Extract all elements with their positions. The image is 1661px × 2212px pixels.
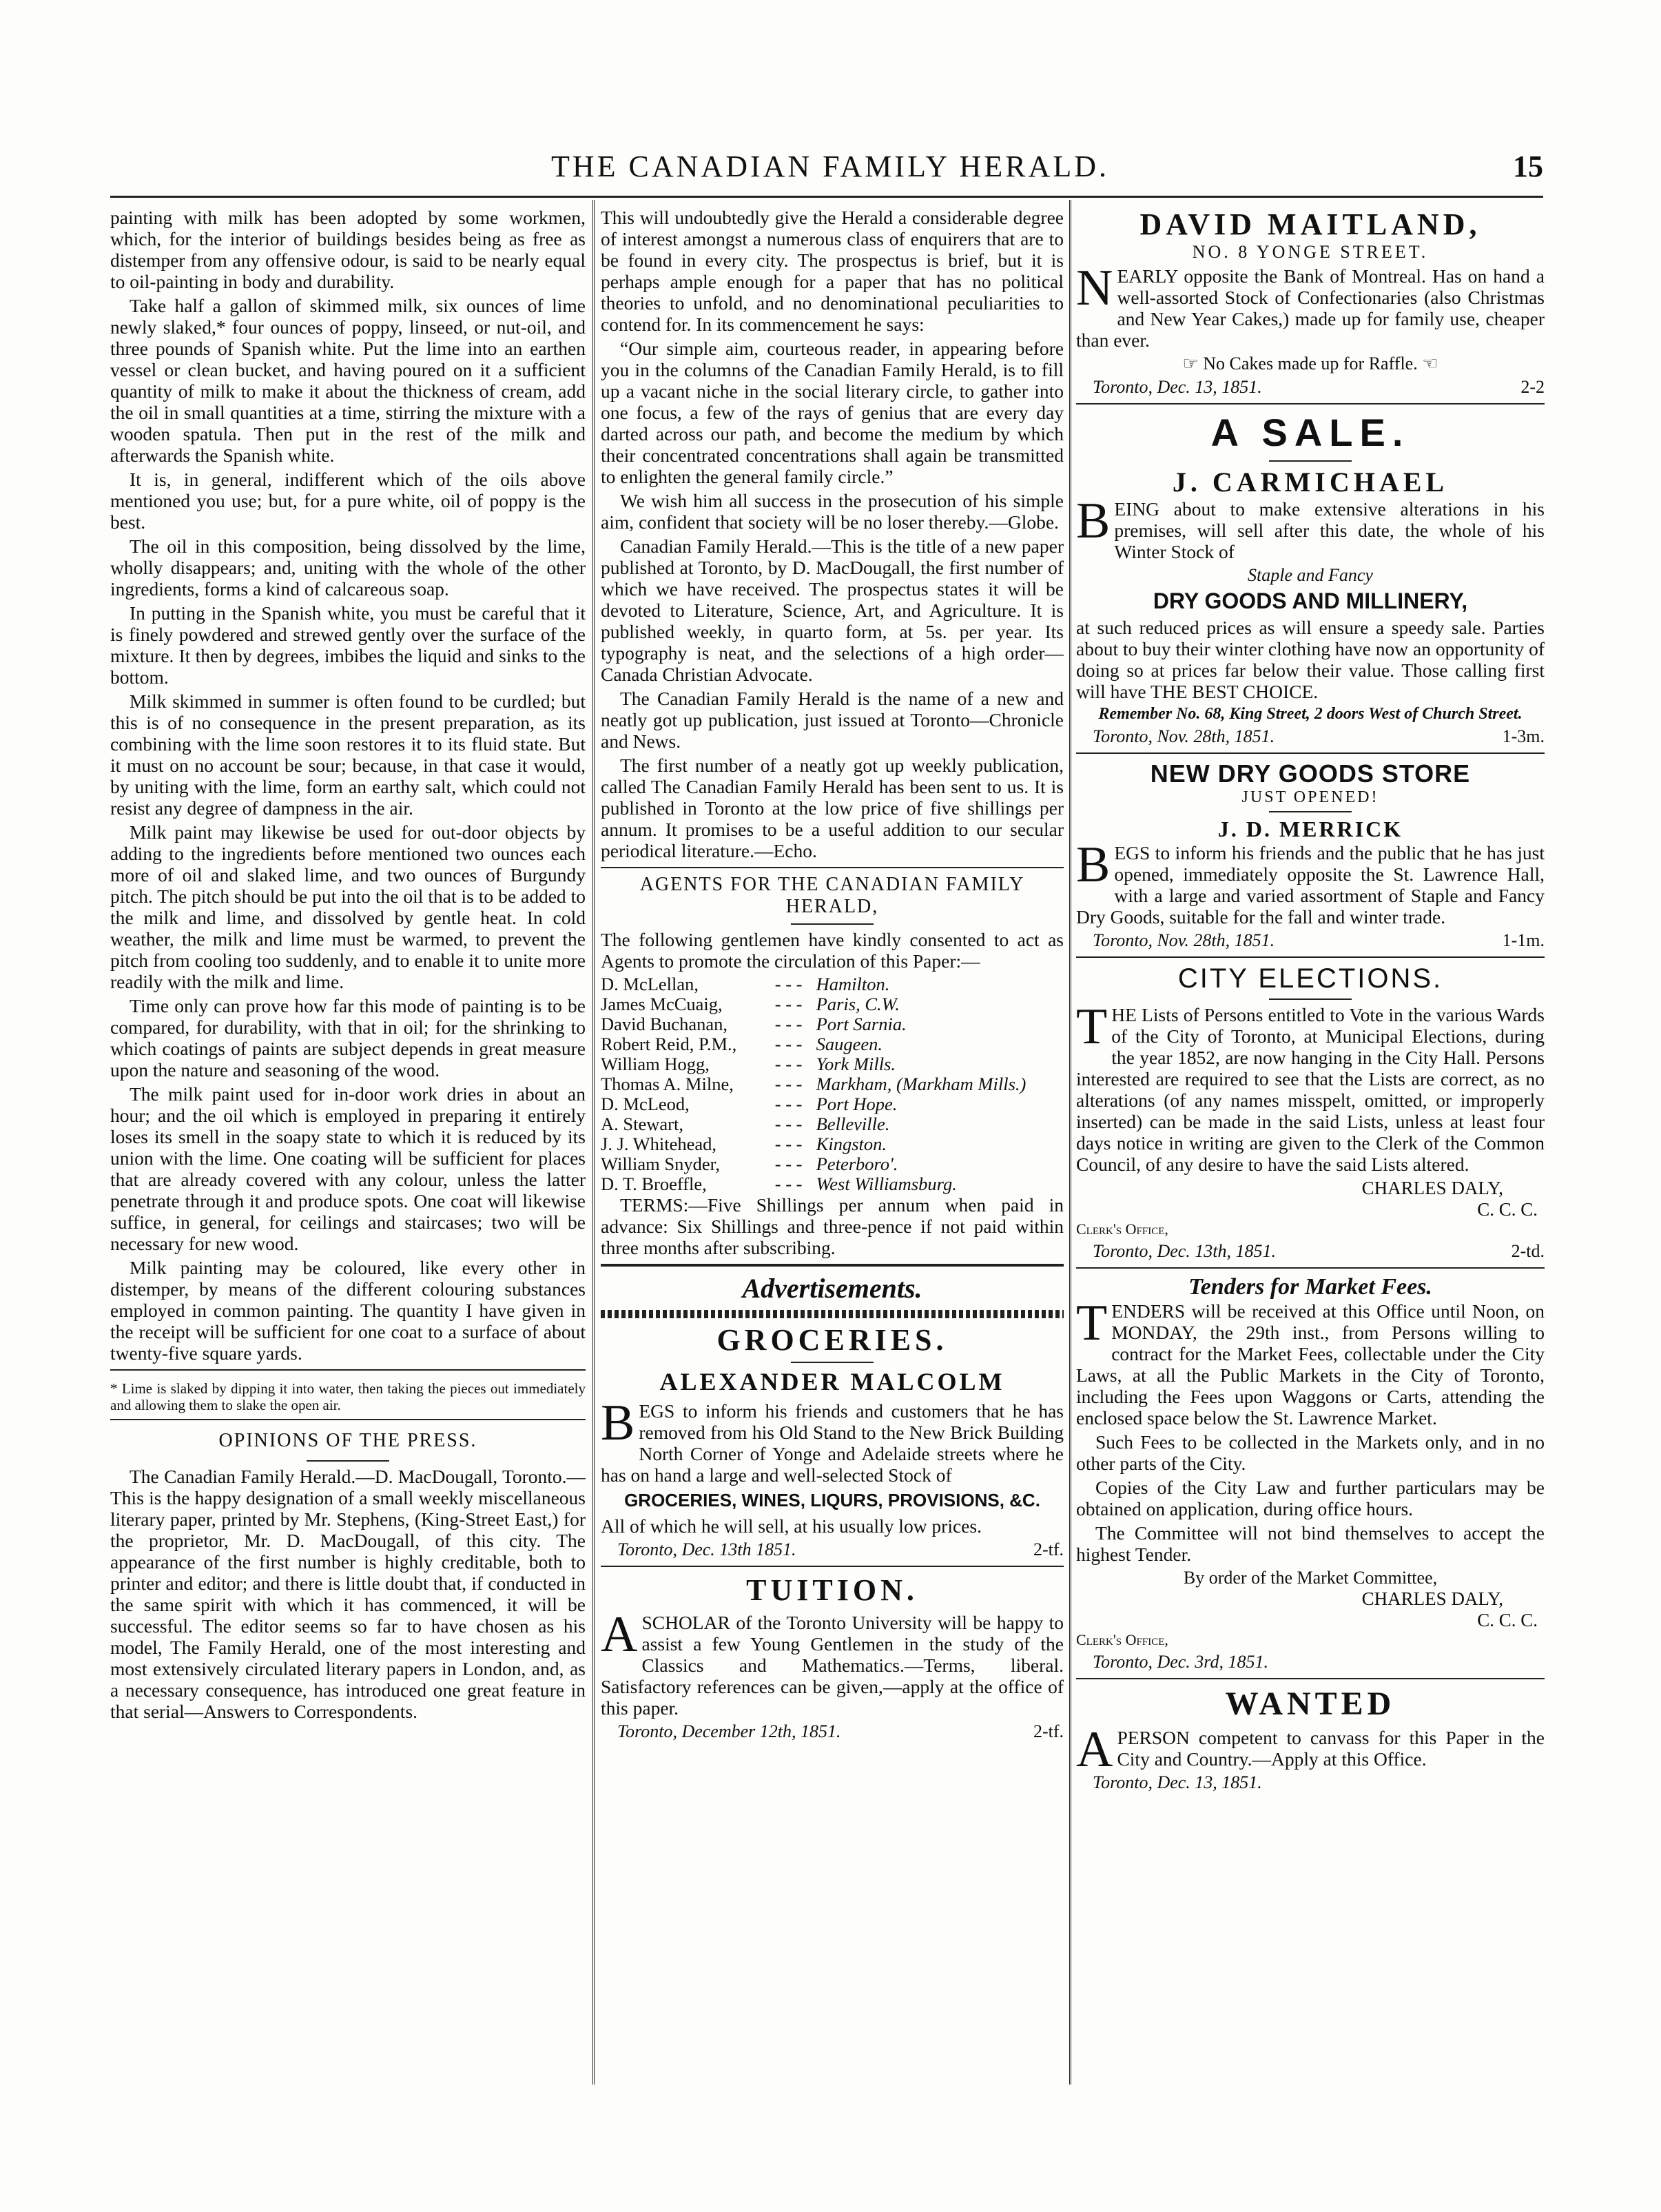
divider [110,1369,586,1371]
office-line: Clerk's Office, [1076,1220,1168,1238]
table-row [601,994,1064,1014]
column-1 [110,207,586,2081]
ad-date: Toronto, Dec. 3rd, 1851. [1093,1652,1268,1672]
ornamental-rule [601,1310,1064,1318]
agent-place: Port Hope. [816,1094,898,1114]
dateline [1093,377,1545,398]
page-number: 15 [1513,150,1543,183]
quotation: “Our simple aim, courteous reader, in appearing before you in the columns of the Canadian Family Herald, is to fill up a vacant niche in the social literary circle, to gather into one focus, a few of the rays of genius that are every day darted across our path, and become the medium by which their concentrated concentrations shall again be transmitted to enlighten the general family circle.” [601,338,1064,487]
leader-dots: - - - [774,1114,803,1134]
ad-text [601,1395,1064,1486]
leader-dots: - - - [774,1074,803,1094]
ad-address: Remember No. 68, King Street, 2 doors West of Church Street. [1098,705,1523,723]
divider [1269,811,1352,812]
table-row [601,1054,1064,1074]
drop-cap: T [1076,1295,1108,1351]
ad-body: HE Lists of Persons entitled to Vote in the various Wards of the City of Toronto, at Municipal Elections, during the year 1852, are now hanging in the City Hall. Persons interested are required to see that the Lists are correct, as no alterations (of any names misspelt, omitted, or improperly inserted) can be made in the said Lists, unless at least four days notice in writing are given to the Clerk of the Common Council, of any desire to have the said Lists altered. [1076,1004,1545,1175]
dateline [617,1539,1064,1560]
divider [307,1460,389,1462]
leader-dots: - - - [774,1054,803,1074]
ad-date: Toronto, December 12th, 1851. [617,1721,841,1741]
masthead [117,145,1543,193]
agent-place: Hamilton. [816,974,890,994]
ad-body: EARLY opposite the Bank of Montreal. Has on hand a well-assorted Stock of Confectionaries (also Christmas and New Year Cakes,) made up for family use, cheaper than ever. [1076,265,1545,351]
leader-dots: - - - [774,974,803,994]
advertiser-name: J. D. MERRICK [1217,817,1403,841]
advertiser-name: ALEXANDER MALCOLM [659,1368,1005,1395]
ad-date: Toronto, Dec. 13th 1851. [617,1539,796,1559]
leader-dots: - - - [774,994,803,1014]
table-row [601,1074,1064,1094]
divider [1269,999,1352,1000]
leader-dots: - - - [774,1014,803,1034]
divider [110,1419,586,1420]
ad-text [1076,260,1545,351]
table-row [601,1014,1064,1034]
dateline [1093,1772,1545,1793]
drop-cap: B [601,1395,635,1451]
ad-code: 2-tf. [1033,1721,1064,1741]
ad-date: Toronto, Nov. 28th, 1851. [1093,930,1275,950]
office-line: Clerk's Office, [1076,1631,1168,1648]
ad-text [1076,1721,1545,1778]
agent-name: Thomas A. Milne, [601,1074,734,1094]
ad-code: 2-td. [1511,1241,1545,1261]
divider [601,867,1064,868]
agent-place: York Mills. [816,1054,896,1074]
ad-code: 1-3m. [1502,726,1545,746]
leader-dots: - - - [774,1154,803,1174]
paragraph: Copies of the City Law and further particulars may be obtained on application, during office hours. [1076,1477,1545,1519]
paragraph: The first number of a neatly got up weekly publication, called The Canadian Family Herald has been sent to us. It is published in Toronto at the low price of five shillings per annum. It promises to be a useful addition to our secular periodical literature.—Echo. [601,755,1064,861]
dateline [1093,1652,1545,1672]
paragraph: The Committee will not bind themselves to accept the highest Tender. [1076,1522,1545,1565]
paragraph: The Canadian Family Herald.—D. MacDougall, Toronto.—This is the happy designation of a small weekly miscellaneous literary paper, printed by Mr. Stephens, (King-Street East,) for the proprietor, Mr. D. MacDougall, of this city. The appearance of the first number is highly creditable, both to printer and editor; and there is little doubt that, if conducted in the same spirit with which it has commenced, it will be successful. The editor seems so far to have chosen as his model, The Family Herald, one of the most interesting and most extensively circulated literary papers in London, and, as a necessary consequence, has introduced one great feature in that serial—Answers to Correspondents. [110,1466,586,1722]
agent-place: West Williamsburg. [816,1174,957,1194]
ad-goods: GROCERIES, WINES, LIQURS, PROVISIONS, &C. [624,1490,1040,1510]
ad-date: Toronto, Dec. 13, 1851. [1093,1772,1262,1792]
divider [1269,460,1352,462]
agent-name: D. T. Broeffle, [601,1174,707,1194]
tuition-heading: TUITION. [746,1573,918,1607]
leader-dots: - - - [774,1174,803,1194]
ad-body: EING about to make extensive alterations in his premises, will sell after this date, the whole of his Winter Stock of [1114,498,1545,562]
ad-note: ☞ No Cakes made up for Raffle. ☜ [1182,354,1438,373]
table-row [601,1034,1064,1054]
ad-code: 2-2 [1520,377,1545,397]
ad-subheading: Staple and Fancy [1248,565,1373,585]
signature: CHARLES DALY, [1361,1178,1503,1198]
table-row [601,974,1064,994]
agent-name: D. McLellan, [601,974,699,994]
paragraph: Such Fees to be collected in the Markets only, and in no other parts of the City. [1076,1431,1545,1474]
signature-title: C. C. C. [1477,1199,1538,1220]
ad-body: EGS to inform his friends and the public that he has just opened, immediately opposite the St. Lawrence Hall, with a large and varied assortment of Staple and Fancy Dry Goods, suitable for the fall and winter trade. [1076,842,1545,928]
leader-dots: - - - [774,1034,803,1054]
agent-place: Port Sarnia. [816,1014,907,1034]
store-subheading: JUST OPENED! [1241,788,1379,806]
agent-place: Saugeen. [816,1034,883,1054]
agent-name: D. McLeod, [601,1094,690,1114]
ad-date: Toronto, Dec. 13th, 1851. [1093,1241,1277,1261]
footnote: * Lime is slaked by dipping it into water, then taking the pieces out immediately and allowing them to slake the open air. [110,1380,586,1413]
table-row [601,1114,1064,1134]
paragraph: The Canadian Family Herald is the name of a new and neatly got up publication, just issued at Toronto—Chronicle and News. [601,688,1064,752]
agent-place: Markham, (Markham Mills.) [816,1074,1026,1094]
leader-dots: - - - [774,1134,803,1154]
paragraph: We wish him all success in the prosecution of his simple aim, confident that society will be no loser thereby.—Globe. [601,490,1064,533]
table-row [601,1154,1064,1174]
ad-body: EGS to inform his friends and customers that he has removed from his Old Stand to the New Brick Building North Corner of Yonge and Adelaide streets where he has on hand a large and well-selected Stock of [601,1400,1064,1486]
page-title: THE CANADIAN FAMILY HERALD. [551,150,1109,183]
dateline [1093,930,1545,951]
store-heading: NEW DRY GOODS STORE [1150,759,1471,788]
divider [1076,1267,1545,1269]
ad-body: PERSON competent to canvass for this Paper in the City and Country.—Apply at this Office. [1117,1727,1545,1770]
drop-cap: B [1076,837,1111,893]
paragraph: Milk paint may likewise be used for out-door objects by adding to the ingredients before mentioned two ounces each more of oil and slaked lime, and two ounces of Burgundy pitch. The pitch should be put into the oil that is to be added to the milk and lime, and dissolved by gentle heat. In cold weather, the milk and lime must be warmed, to prevent the pitch from cooling too suddenly, and to enable it to unite more readily with the milk and lime. [110,821,586,992]
paragraph: The following gentlemen have kindly consented to act as Agents to promote the circulation of this Paper:— [601,929,1064,972]
agent-name: William Hogg, [601,1054,710,1074]
paragraph: This will undoubtedly give the Herald a considerable degree of interest amongst a numerous class of enquirers that are to be found in every city. The prospectus is brief, but it is perhaps ample enough for a paper that has no political theories to unfold, and no denominational peculiarities to contend for. In its commencement he says: [601,207,1064,335]
ad-text: at such reduced prices as will ensure a speedy sale. Parties about to buy their winter clothing have now an opportunity of doing so at prices far below their value. Those calling first will have THE BEST CHOICE. [1076,617,1545,702]
agent-name: Robert Reid, P.M., [601,1034,737,1054]
paragraph: It is, in general, indifferent which of the oils above mentioned you use; but, for a pure white, oil of poppy is the best. [110,469,586,533]
advertiser-address: NO. 8 YONGE STREET. [1192,242,1429,262]
divider [1076,1678,1545,1679]
advertiser-name: DAVID MAITLAND, [1139,207,1481,241]
divider [791,923,874,925]
drop-cap: N [1076,260,1113,316]
leader-dots: - - - [774,1094,803,1114]
table-row [601,1094,1064,1114]
dateline [1093,1241,1545,1262]
ad-body: ENDERS will be received at this Office until Noon, on MONDAY, the 29th inst., from Persons willing to contract for the Market Fees, collectable under the City Laws, at all the Public Markets in the City of Toronto, including the Fees upon Waggons or Carts, attending the enclosed space below the St. Lawrence Market. [1076,1300,1545,1428]
ad-code: 1-1m. [1502,930,1545,950]
agent-name: A. Stewart, [601,1114,683,1134]
ad-goods: DRY GOODS AND MILLINERY, [1153,588,1468,613]
advertisements-heading: Advertisements. [742,1273,922,1304]
agent-place: Kingston. [816,1134,887,1154]
elections-heading: CITY ELECTIONS. [1177,963,1443,994]
ad-text [1076,493,1545,562]
groceries-heading: GROCERIES. [716,1323,948,1357]
ad-date: Toronto, Dec. 13, 1851. [1093,377,1262,397]
divider [791,1362,874,1363]
column-rule [1069,200,1071,2085]
agent-place: Belleville. [816,1114,890,1134]
divider [601,1566,1064,1567]
agent-place: Peterboro'. [816,1154,898,1174]
dateline [617,1721,1064,1742]
divider [601,1264,1064,1267]
ad-text [1076,1295,1545,1428]
table-row [601,1174,1064,1194]
paragraph: The oil in this composition, being dissolved by the lime, wholly disappears; and, uniting with the whole of the other ingredients, forms a kind of calcareous soap. [110,535,586,600]
divider [1076,956,1545,958]
tenders-heading: Tenders for Market Fees. [1188,1274,1432,1300]
column-rule [592,200,595,2085]
ad-text [1076,837,1545,928]
ad-date: Toronto, Nov. 28th, 1851. [1093,726,1275,746]
drop-cap: A [601,1606,638,1663]
column-2 [601,207,1064,2081]
sale-heading: A SALE. [1210,411,1410,454]
divider [1076,752,1545,754]
table-row [601,1134,1064,1154]
paragraph: Take half a gallon of skimmed milk, six ounces of lime newly slaked,* four ounces of poppy, linseed, or nut-oil, and three pounds of Spanish white. Put the lime into an earthen vessel or clean bucket, and having poured on it a sufficient quantity of milk to make it about the thickness of cream, add the oil in small quantities at a time, stirring the mixture with a wooden spatula. Then put in the rest of the milk and afterwards the Spanish white. [110,295,586,466]
divider [1076,403,1545,404]
dateline [1093,726,1545,747]
agents-table [601,974,1064,1194]
terms: TERMS:—Five Shillings per annum when paid in advance: Six Shillings and three-pence if not paid within three months after subscribing. [601,1194,1064,1258]
ad-text [601,1606,1064,1719]
paragraph: Milk painting may be coloured, like every other in distemper, by means of the different colouring substances employed in common painting. The quantity I have given in the receipt will be sufficient for one coat to a surface of about twenty-five square yards. [110,1257,586,1364]
agent-name: J. J. Whitehead, [601,1134,717,1154]
column-3 [1076,207,1545,2081]
agent-name: William Snyder, [601,1154,721,1174]
section-heading-opinions: OPINIONS OF THE PRESS. [218,1430,477,1451]
ad-body: SCHOLAR of the Toronto University will be happy to assist a few Young Gentlemen in the study of the Classics and Mathematics.—Terms, liberal. Satisfactory references can be given,—apply at the office of this paper. [601,1612,1064,1719]
order-line: By order of the Market Committee, [1183,1568,1438,1588]
agent-name: David Buchanan, [601,1014,728,1034]
paragraph: Milk skimmed in summer is often found to be curdled; but this is of no consequence in the present preparation, as its combining with the lime soon restores it to its fluid state. But it must on no account be sour; because, in that case it would, by uniting with the lime, form an earthy salt, which could not resist any degree of dampness in the air. [110,690,586,819]
signature-title: C. C. C. [1477,1610,1538,1630]
paragraph: Time only can prove how far this mode of painting is to be compared, for durability, with that in oil; for the shrinking to which coatings of paints are subject depends in great measure upon the nature and seasoning of the wood. [110,995,586,1081]
paragraph: In putting in the Spanish white, you must be careful that it is finely powdered and strewed gently over the surface of the mixture. It then by degrees, imbibes the liquid and sinks to the bottom. [110,602,586,688]
header-rule [110,196,1543,198]
agent-place: Paris, C.W. [816,994,900,1014]
section-heading-agents: AGENTS FOR THE CANADIAN FAMILY HERALD, [639,874,1025,917]
ad-text [1076,999,1545,1175]
wanted-heading: WANTED [1225,1686,1396,1722]
advertiser-name: J. CARMICHAEL [1172,467,1449,498]
ad-text: All of which he will sell, at his usually low prices. [601,1515,982,1537]
drop-cap: A [1076,1721,1113,1778]
agent-name: James McCuaig, [601,994,723,1014]
signature: CHARLES DALY, [1361,1588,1503,1609]
paragraph: painting with milk has been adopted by some workmen, which, for the interior of buildings besides being as free as distemper from any offensive odour, is said to be nearly equal to oil-painting in body and durability. [110,207,586,292]
paragraph: Canadian Family Herald.—This is the title of a new paper published at Toronto, by D. MacDougall, the first number of which we have received. The prospectus states it will be devoted to Literature, Science, Art, and Agriculture. It is published weekly, in quarto form, at 5s. per year. Its typography is neat, and the selections of a high order—Canada Christian Advocate. [601,535,1064,685]
paragraph: The milk paint used for in-door work dries in about an hour; and the oil which is employed in preparing it entirely loses its smell in the soapy state to which it is reduced by its union with the lime. One coating will be sufficient for places that are already covered with any colour, unless the latter penetrate through it and produce spots. One coat will likewise suffice, in general, for ceilings and staircases; two will be necessary for new wood. [110,1083,586,1254]
drop-cap: T [1076,999,1108,1055]
drop-cap: B [1076,493,1111,549]
ad-code: 2-tf. [1033,1539,1064,1559]
